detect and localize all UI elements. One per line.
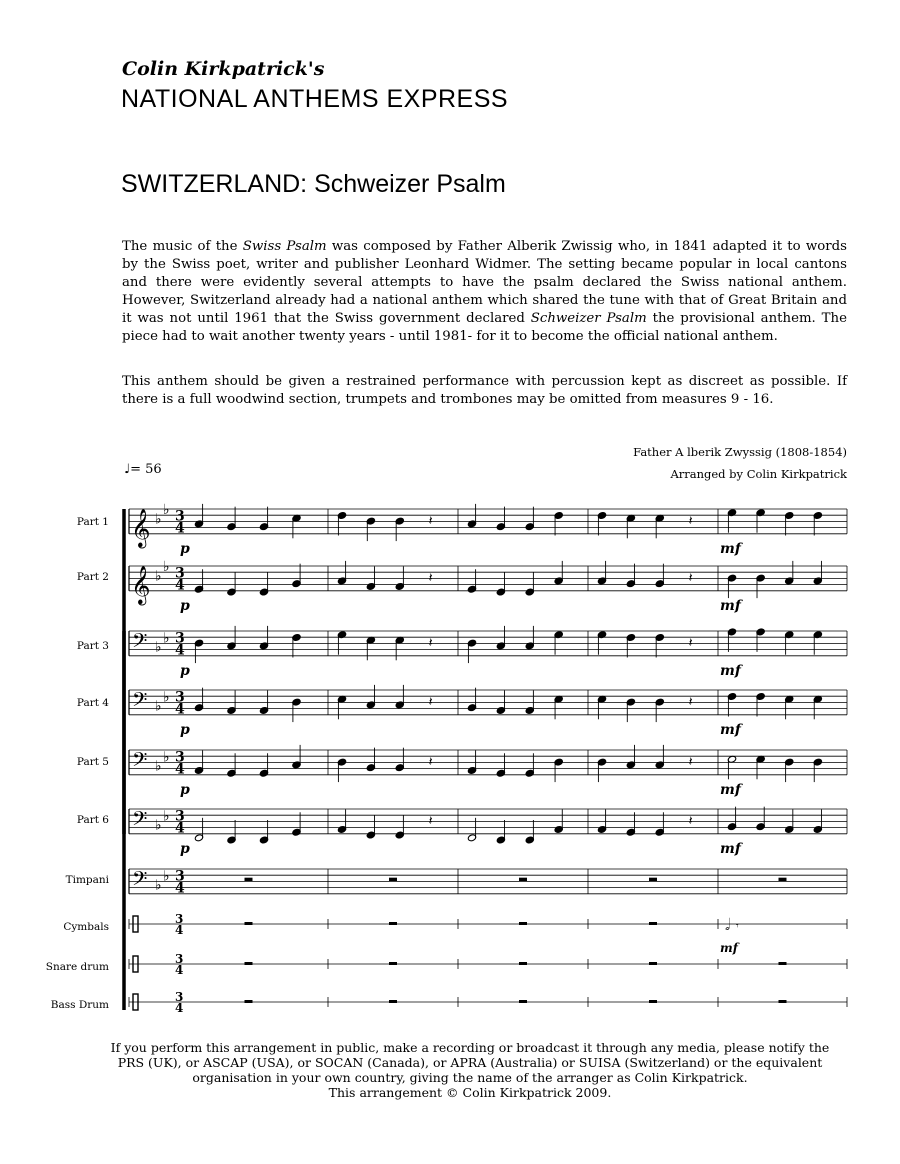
dynamic-piano: p [180, 597, 190, 614]
whole-rest [519, 1000, 527, 1003]
eighth-rest-icon: 𝄽 [688, 636, 693, 652]
footer-line-4: This arrangement © Colin Kirkpatrick 2009. [328, 1085, 612, 1100]
time-signature-top: 3 [175, 565, 185, 582]
eighth-rest-icon: 𝄽 [688, 814, 693, 830]
time-signature-bottom: 4 [175, 761, 185, 778]
part-label-1: Part 1 [76, 516, 109, 528]
dynamic-mezzo-forte: mf [720, 781, 741, 798]
time-signature-bottom: 4 [175, 577, 185, 594]
time-signature-bottom: 4 [175, 642, 185, 659]
composer-credit: Father A lberik Zwyssig (1808-1854) [633, 445, 847, 459]
eighth-rest-icon: 𝄽 [428, 695, 433, 711]
dynamic-piano: p [180, 840, 190, 857]
whole-rest [245, 962, 253, 965]
whole-rest [389, 962, 397, 965]
treble-clef-icon: 𝄞 [131, 507, 151, 547]
time-signature-bottom: 4 [175, 520, 185, 537]
dynamic-mezzo-forte: mf [720, 597, 741, 614]
flat-icon: ♭ [155, 639, 162, 656]
eighth-rest-icon: 𝄽 [428, 814, 433, 830]
eighth-rest-icon: 𝄾 [736, 921, 739, 932]
part-label-bass-drum: Bass Drum [50, 999, 109, 1011]
whole-rest [245, 878, 253, 881]
whole-rest [649, 922, 657, 925]
footer-line-2: PRS (UK), or ASCAP (USA), or SOCAN (Canada), or APRA (Australia) or SUISA (Switzerland) or the equivalent [117, 1055, 823, 1070]
part-label-2: Part 2 [76, 571, 109, 583]
time-signature-bottom: 4 [175, 1001, 184, 1015]
whole-rest [519, 962, 527, 965]
page-title: SWITZERLAND: Schweizer Psalm [121, 170, 506, 198]
flat-icon: ♭ [163, 868, 170, 885]
whole-rest [245, 1000, 253, 1003]
time-signature-bottom: 4 [175, 701, 185, 718]
flat-icon: ♭ [155, 817, 162, 834]
flat-icon: ♭ [163, 502, 170, 519]
part-label-cymbals: Cymbals [63, 921, 109, 933]
copyright-footer [80, 1040, 860, 1100]
quarter-note-icon: ♩ [124, 462, 131, 477]
whole-rest [779, 962, 787, 965]
treble-clef-icon: 𝄞 [131, 564, 151, 604]
flat-icon: ♭ [155, 758, 162, 775]
brand-series-title: NATIONAL ANTHEMS EXPRESS [121, 85, 509, 113]
eighth-rest-icon: 𝄽 [428, 514, 433, 530]
dynamic-mezzo-forte: mf [720, 840, 741, 857]
whole-rest [389, 878, 397, 881]
eighth-rest-icon: 𝄽 [428, 755, 433, 771]
part-label-5: Part 5 [76, 756, 109, 768]
footer-line-3: organisation in your own country, giving the name of the arranger as Colin Kirkpatrick. [192, 1070, 748, 1085]
dynamic-mezzo-forte: mf [720, 662, 741, 679]
time-signature-top: 3 [175, 749, 185, 766]
dynamic-mezzo-forte: mf [720, 941, 738, 955]
flat-icon: ♭ [163, 559, 170, 576]
whole-rest [649, 962, 657, 965]
whole-rest [779, 1000, 787, 1003]
flat-icon: ♭ [163, 808, 170, 825]
time-signature-top: 3 [175, 630, 185, 647]
dynamic-mezzo-forte: mf [720, 540, 741, 557]
dynamic-piano: p [180, 662, 190, 679]
eighth-rest-icon: 𝄽 [428, 636, 433, 652]
flat-icon: ♭ [163, 689, 170, 706]
half-note-icon: 𝅗𝅥 [725, 915, 731, 934]
whole-rest [519, 922, 527, 925]
time-signature-top: 3 [175, 990, 184, 1004]
bass-clef-icon: 𝄢 [132, 866, 148, 895]
flat-icon: ♭ [155, 568, 162, 585]
time-signature-top: 3 [175, 952, 184, 966]
part-label-timpani: Timpani [65, 874, 109, 886]
dynamic-piano: p [180, 781, 190, 798]
time-signature-top: 3 [175, 689, 185, 706]
flat-icon: ♭ [155, 877, 162, 894]
time-signature-top: 3 [175, 868, 185, 885]
part-label-6: Part 6 [76, 814, 109, 826]
time-signature-bottom: 4 [175, 880, 185, 897]
whole-rest [389, 922, 397, 925]
time-signature-top: 3 [175, 912, 184, 926]
flat-icon: ♭ [163, 749, 170, 766]
whole-rest [389, 1000, 397, 1003]
footer-line-1: If you perform this arrangement in public, make a recording or broadcast it through any media, please notify the [110, 1040, 830, 1055]
tempo-value: = 56 [130, 462, 162, 477]
dynamic-piano: p [180, 721, 190, 738]
bass-clef-icon: 𝄢 [132, 747, 148, 776]
intro-paragraph-2: This anthem should be given a restrained performance with percussion kept as discreet as possible. If there is a full woodwind section, trumpets and trombones may be omitted from measures 9 - 16. [122, 374, 847, 407]
intro-paragraph-1: The music of the Swiss Psalm was composed by Father Alberik Zwissig who, in 1841 adapted it to words by the Swiss poet, writer and publisher Leonhard Widmer. The setting became popular in local cantons and there were evidently several attempts to have the psalm declared the Swiss national anthem. However, Switzerland already had a national anthem which shared the tune with that of Great Britain and it was not until 1961 that the Swiss government declared Schweizer Psalm the provisional anthem. The piece had to wait another twenty years - until 1981- for it to become the official national anthem. [122, 239, 847, 344]
bass-clef-icon: 𝄢 [132, 628, 148, 657]
part-label-snare: Snare drum [45, 961, 109, 973]
whole-rest [779, 878, 787, 881]
part-label-3: Part 3 [76, 640, 109, 652]
eighth-rest-icon: 𝄽 [688, 755, 693, 771]
bass-clef-icon: 𝄢 [132, 687, 148, 716]
staves [124, 502, 847, 1015]
whole-rest [519, 878, 527, 881]
time-signature-top: 3 [175, 808, 185, 825]
flat-icon: ♭ [155, 698, 162, 715]
brand-author: Colin Kirkpatrick's [122, 58, 325, 80]
time-signature-bottom: 4 [175, 963, 184, 977]
whole-rest [649, 1000, 657, 1003]
flat-icon: ♭ [163, 630, 170, 647]
dynamic-piano: p [180, 540, 190, 557]
arranger-credit: Arranged by Colin Kirkpatrick [670, 467, 847, 481]
eighth-rest-icon: 𝄽 [688, 695, 693, 711]
part-label-4: Part 4 [76, 697, 109, 709]
flat-icon: ♭ [155, 511, 162, 528]
time-signature-bottom: 4 [175, 923, 184, 937]
whole-rest [649, 878, 657, 881]
dynamic-mezzo-forte: mf [720, 721, 741, 738]
bass-clef-icon: 𝄢 [132, 806, 148, 835]
eighth-rest-icon: 𝄽 [688, 571, 693, 587]
time-signature-bottom: 4 [175, 820, 185, 837]
eighth-rest-icon: 𝄽 [428, 571, 433, 587]
time-signature-top: 3 [175, 508, 185, 525]
eighth-rest-icon: 𝄽 [688, 514, 693, 530]
whole-rest [245, 922, 253, 925]
